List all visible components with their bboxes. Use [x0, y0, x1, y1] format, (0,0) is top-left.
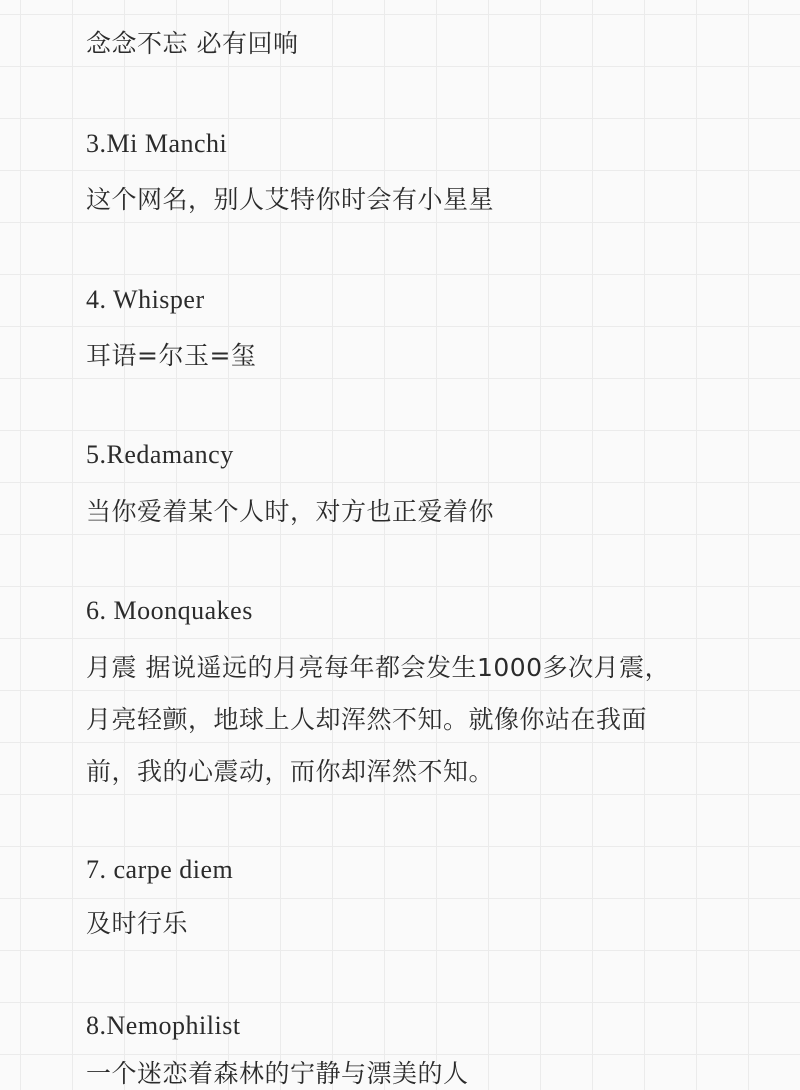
entry-heading-whisper: 4. Whisper: [86, 285, 205, 314]
intro-line: 念念不忘 必有回响: [86, 29, 299, 58]
entry-text-redamancy: 当你爱着某个人时，对方也正爱着你: [86, 497, 495, 526]
entry-text-nemophilist: 一个迷恋着森林的宁静与漂美的人: [86, 1059, 469, 1088]
entry-text-moonquakes-line-3: 前，我的心震动，而你却浑然不知。: [86, 757, 495, 786]
entry-text-moonquakes-line-1: 月震 据说遥远的月亮每年都会发生1000多次月震，: [86, 653, 671, 682]
entry-heading-moonquakes: 6. Moonquakes: [86, 596, 253, 625]
entry-text-moonquakes-line-2: 月亮轻颤，地球上人却浑然不知。就像你站在我面: [86, 705, 648, 734]
entry-heading-redamancy: 5.Redamancy: [86, 440, 234, 469]
entry-text-mi-manchi: 这个网名，别人艾特你时会有小星星: [86, 185, 495, 214]
entry-heading-mi-manchi: 3.Mi Manchi: [86, 129, 228, 158]
entry-heading-carpe-diem: 7. carpe diem: [86, 855, 234, 884]
entry-heading-nemophilist: 8.Nemophilist: [86, 1011, 241, 1040]
entry-text-carpe-diem: 及时行乐: [86, 909, 189, 938]
entry-text-whisper: 耳语=尔玉=玺: [86, 341, 257, 370]
